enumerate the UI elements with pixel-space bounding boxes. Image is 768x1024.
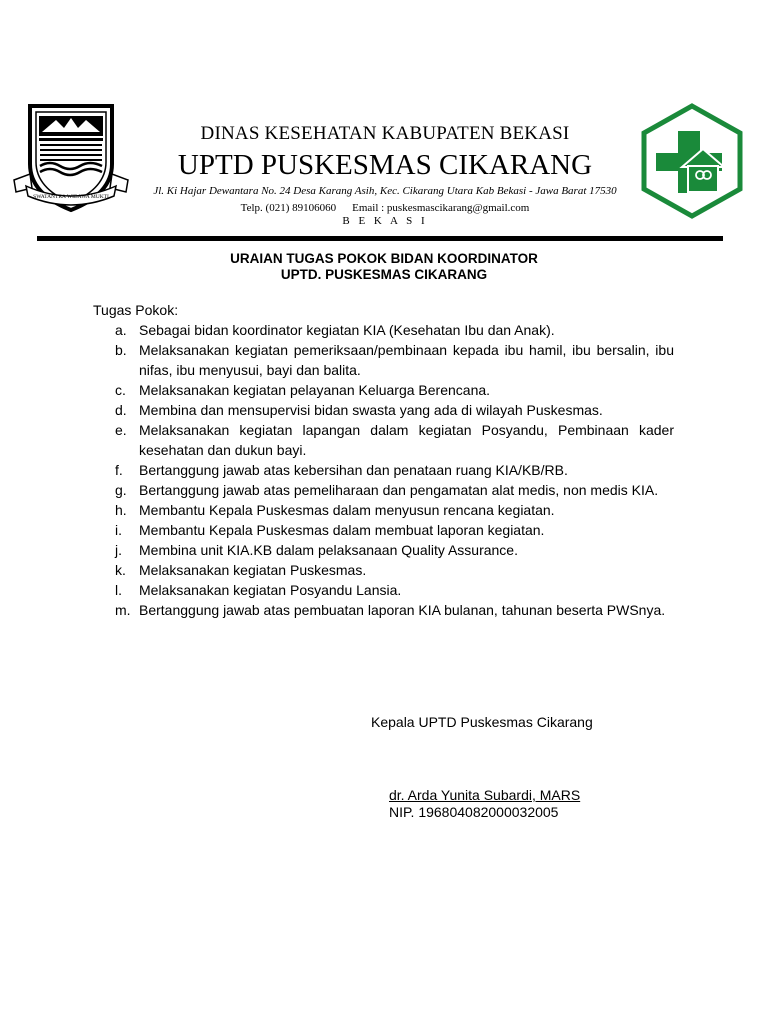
duty-item [93,540,674,560]
letterhead-contact [130,201,640,215]
duty-item [93,380,674,400]
duty-marker: j. [115,542,122,558]
duty-marker: c. [115,382,126,398]
duty-text: Sebagai bidan koordinator kegiatan KIA (Kesehatan Ibu dan Anak). [139,322,555,338]
duty-text: Membina unit KIA.KB dalam pelaksanaan Quality Assurance. [139,542,518,558]
document-title [60,251,708,283]
document-title-line2: UPTD. PUSKESMAS CIKARANG [280,267,488,282]
duty-item [93,560,674,580]
emblem-motto: SWATANTRA WIBAWA MUKTI [33,194,109,200]
duty-text: Bertanggung jawab atas pemeliharaan dan pengamatan alat medis, non medis KIA. [139,482,659,498]
duties-section [93,300,674,620]
duty-text: Melaksanakan kegiatan Posyandu Lansia. [139,582,402,598]
duty-marker: g. [115,482,127,498]
duty-item [93,460,674,480]
duty-text: Melaksanakan kegiatan pemeriksaan/pembinaan kepada ibu hamil, ibu bersalin, ibu nifas, ibu menyusui, bayi dan balita. [139,342,674,378]
duty-item [93,340,674,380]
duty-marker: l. [115,582,122,598]
duty-item [93,600,674,620]
duty-text: Membantu Kepala Puskesmas dalam membuat laporan kegiatan. [139,522,545,538]
duty-item [93,320,674,340]
duty-item [93,520,674,540]
duty-marker: f. [115,462,123,478]
letterhead-address: Jl. Ki Hajar Dewantara No. 24 Desa Karang Asih, Kec. Cikarang Utara Kab Bekasi - Jawa Barat 17530 [153,185,617,197]
duty-marker: b. [115,342,127,358]
document-title-line1: URAIAN TUGAS POKOK BIDAN KOORDINATOR [230,251,538,266]
letterhead [130,122,640,228]
duty-item [93,500,674,520]
letterhead-agency: DINAS KESEHATAN KABUPATEN BEKASI [200,123,570,144]
kabupaten-bekasi-emblem-icon [12,102,130,214]
letterhead-divider [37,236,723,241]
letterhead-city: B E K A S I [342,215,428,227]
duty-marker: a. [115,322,127,338]
duty-item [93,580,674,600]
duty-marker: e. [115,422,127,438]
duty-text: Bertanggung jawab atas kebersihan dan penataan ruang KIA/KB/RB. [139,462,568,478]
puskesmas-logo-icon [640,103,744,219]
duty-text: Melaksanakan kegiatan pelayanan Keluarga Berencana. [139,382,491,398]
signature-name: dr. Arda Yunita Subardi, MARS [389,787,581,803]
duty-marker: h. [115,502,127,518]
duty-text: Melaksanakan kegiatan Puskesmas. [139,562,367,578]
letterhead-phone: Telp. (021) 89106060 [240,202,337,214]
signature-nip: NIP. 196804082000032005 [389,804,559,820]
duty-marker: m. [115,602,131,618]
duty-item [93,400,674,420]
duties-list [93,320,674,620]
duty-text: Membantu Kepala Puskesmas dalam menyusun rencana kegiatan. [139,502,555,518]
duty-text: Membina dan mensupervisi bidan swasta yang ada di wilayah Puskesmas. [139,402,603,418]
letterhead-title: UPTD PUSKESMAS CIKARANG [177,149,593,181]
duty-text: Bertanggung jawab atas pembuatan laporan KIA bulanan, tahunan beserta PWSnya. [139,602,666,618]
duty-marker: k. [115,562,126,578]
duty-item [93,480,674,500]
duty-item [93,420,674,460]
letterhead-email: Email : puskesmascikarang@gmail.com [352,202,530,214]
duties-heading: Tugas Pokok: [93,302,179,318]
duty-text: Melaksanakan kegiatan lapangan dalam kegiatan Posyandu, Pembinaan kader kesehatan dan dukun bayi. [139,422,674,458]
signature-position: Kepala UPTD Puskesmas Cikarang [371,714,593,730]
duty-marker: d. [115,402,127,418]
duty-marker: i. [115,522,122,538]
